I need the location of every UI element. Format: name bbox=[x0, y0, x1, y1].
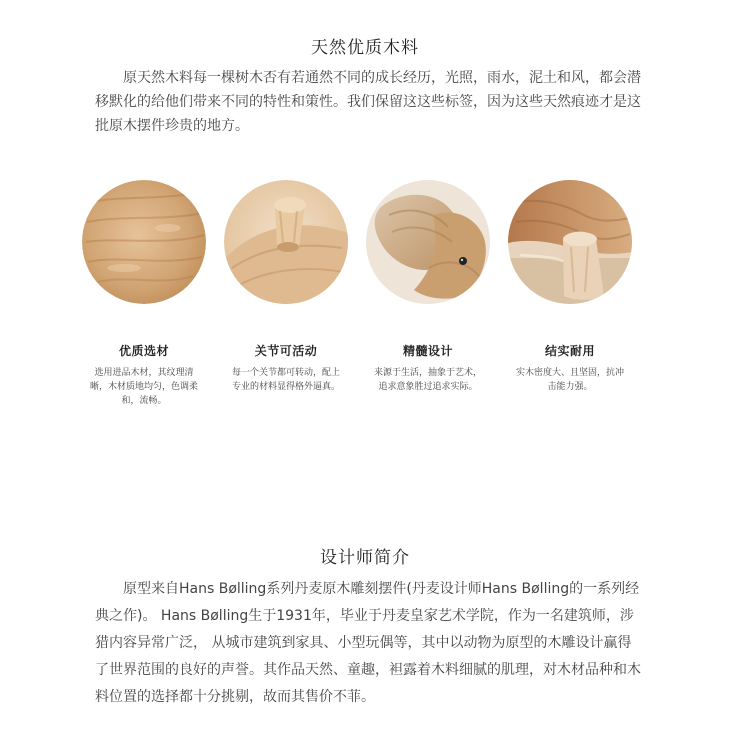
feature-title: 关节可活动 bbox=[254, 344, 318, 358]
wood-section-title: 天然优质木料 bbox=[311, 38, 419, 58]
designer-section-description: 原型来自Hans Bølling系列丹麦原木雕刻摆件(丹麦设计师Hans Bølling的一系列经典之作)。 Hans Bølling生于1931年，毕业于丹麦皇家艺术学院，作为一名建筑师，涉猎内容异常广泛， 从城市建筑到家具、小型玩偶等，其中以动物为原型的木雕设计赢得了世界范围的良好的声誉。其作品天然、童趣，袒露着木料细腻的肌理，对木材品种和木料位置的选择都十分挑剔，故而其售价不菲。 bbox=[95, 581, 641, 705]
wood-grain-image bbox=[82, 180, 206, 304]
feature-description: 每一个关节都可转动，配上专业的材料显得格外逼真。 bbox=[231, 368, 340, 392]
feature-title: 精髓设计 bbox=[402, 344, 453, 358]
feature-title: 优质选材 bbox=[118, 344, 169, 358]
feature-list bbox=[80, 180, 650, 420]
wood-section-description: 原天然木料每一棵树木否有若通然不同的成长经历，光照，雨水，泥土和风，都会潜移默化的给他们带来不同的特性和策性。我们保留这这些标签，因为这些天然痕迹才是这批原木摆件珍贵的地方。 bbox=[95, 70, 641, 134]
feature-item-durable bbox=[506, 180, 634, 394]
designer-section-title: 设计师简介 bbox=[320, 548, 410, 568]
feature-description: 来源于生活，抽象于艺术，追求意象胜过追求实际。 bbox=[373, 368, 482, 392]
feature-description: 选用进品木材，其纹理清晰，木材质地均匀，色调柔和，流畅。 bbox=[89, 368, 198, 406]
feature-title: 结实耐用 bbox=[544, 344, 595, 358]
design-detail-image bbox=[366, 180, 490, 304]
feature-item-essence-design bbox=[364, 180, 492, 394]
feature-description: 实木密度大、且坚固，抗冲击能力强。 bbox=[515, 368, 624, 392]
durable-wood-image bbox=[508, 180, 632, 304]
movable-joint-image bbox=[224, 180, 348, 304]
feature-item-quality-material bbox=[80, 180, 208, 408]
feature-item-movable-joints bbox=[222, 180, 350, 394]
